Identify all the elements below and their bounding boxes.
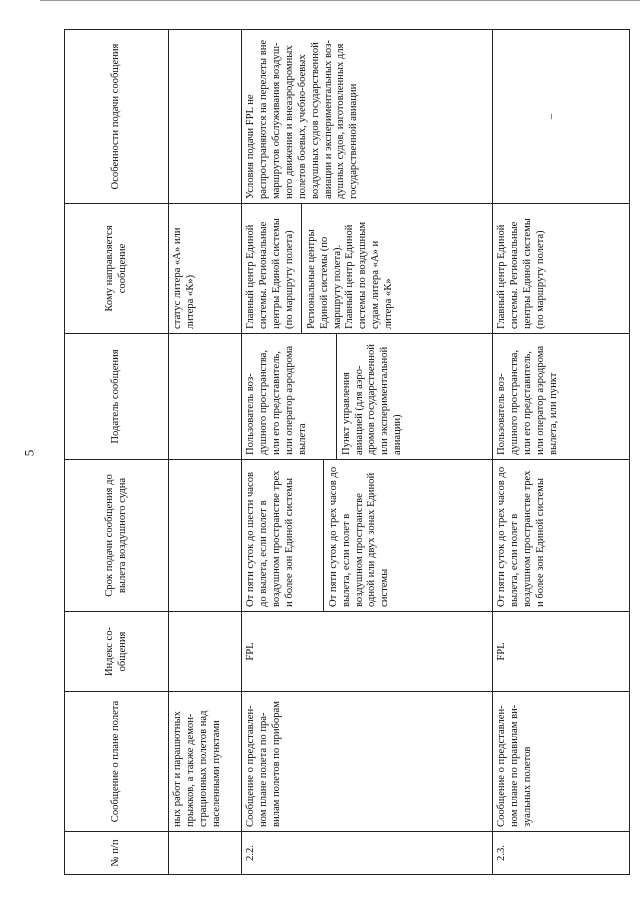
header-num: № п/п — [65, 832, 169, 875]
deadline-variant-b: От пяти суток до трех часов до вылета, если полет в воздушном пространстве одной или двух зонах Единой системы — [323, 460, 393, 611]
cell-deadline: От пяти суток до трех часов до вылета, если полет в воздушном пространстве трех и более зон Единой системы — [493, 460, 630, 612]
page-number: 5 — [21, 449, 37, 457]
header-index: Индекс сообщения — [65, 612, 169, 692]
recipient-variant-b: Региональные центры Единой системы (по маршруту полета). Главный центр Единой системы по воздушным судам литера «А» и литера «К» — [301, 204, 396, 333]
cell-message: Сообщение о представленном плане полета по правилам полетов по приборам — [242, 692, 493, 832]
table-row — [169, 30, 242, 875]
cell-recipient: статус литера «А» или литера «К») — [169, 204, 242, 334]
cell-index: FPL — [493, 612, 630, 692]
cell-features — [493, 30, 630, 204]
header-deadline: Срок подачи сообщения до вылета воздушного судна — [65, 460, 169, 612]
recipient-variant-a: Главный центр Единой системы. Региональные центры Единой системы (по маршруту полета) — [245, 218, 295, 329]
submitter-variant-a: Пользователь воздушного пространства, или его представитель, или оператор аэродрома вылета — [245, 345, 308, 455]
cell-submitter — [169, 334, 242, 460]
top-rule — [40, 0, 640, 1]
header-features: Особенности подачи сообщения — [65, 30, 169, 204]
cell-message: Сообщение о представленном плане по правилам визуальных полетов — [493, 692, 630, 832]
empty-dash: – — [546, 113, 557, 120]
header-submitter: Податель сообщения — [65, 334, 169, 460]
cell-num: 2.3. — [493, 832, 630, 875]
cell-index — [169, 612, 242, 692]
cell-recipient — [242, 204, 493, 334]
table-row — [493, 30, 630, 875]
cell-features: Условия подачи FPL не распространяются на перелеты вне маршрутов обслуживания воздушного движения и внеаэродромных полетов боевых, учебно-боевых воздушных судов государственной авиации и экспериментальных воздушных судов, изготовленных для государственной авиации — [242, 30, 493, 204]
header-message: Сообщение о плане полета — [65, 692, 169, 832]
flight-plan-table — [64, 29, 630, 875]
cell-num: 2.2. — [242, 832, 493, 875]
cell-deadline — [169, 460, 242, 612]
table-row — [242, 30, 493, 875]
cell-deadline — [242, 460, 493, 612]
cell-index: FPL — [242, 612, 493, 692]
header-row — [65, 30, 169, 875]
submitter-variant-b: Пункт управления авиацией (для аэродромов государственной или экспериментальной авиации) — [336, 334, 406, 459]
deadline-variant-a: От пяти суток до шести часов до вылета, если полет в воздушном пространстве трех и более зон Единой системы — [245, 470, 295, 607]
header-recipient: Кому направляется сообщение — [65, 204, 169, 334]
cell-features — [169, 30, 242, 204]
rotated-table-wrapper — [64, 30, 630, 875]
cell-num — [169, 832, 242, 875]
cell-message: ных работ и парашютных прыжков, а также демонстрационных полетов над населенными пунктами — [169, 692, 242, 832]
cell-submitter — [242, 334, 493, 460]
cell-recipient: Главный центр Единой системы. Региональные центры Единой системы (по маршруту полета) — [493, 204, 630, 334]
cell-submitter: Пользователь воздушного пространства, или его представитель, или оператор аэродрома вылета, или пункт — [493, 334, 630, 460]
